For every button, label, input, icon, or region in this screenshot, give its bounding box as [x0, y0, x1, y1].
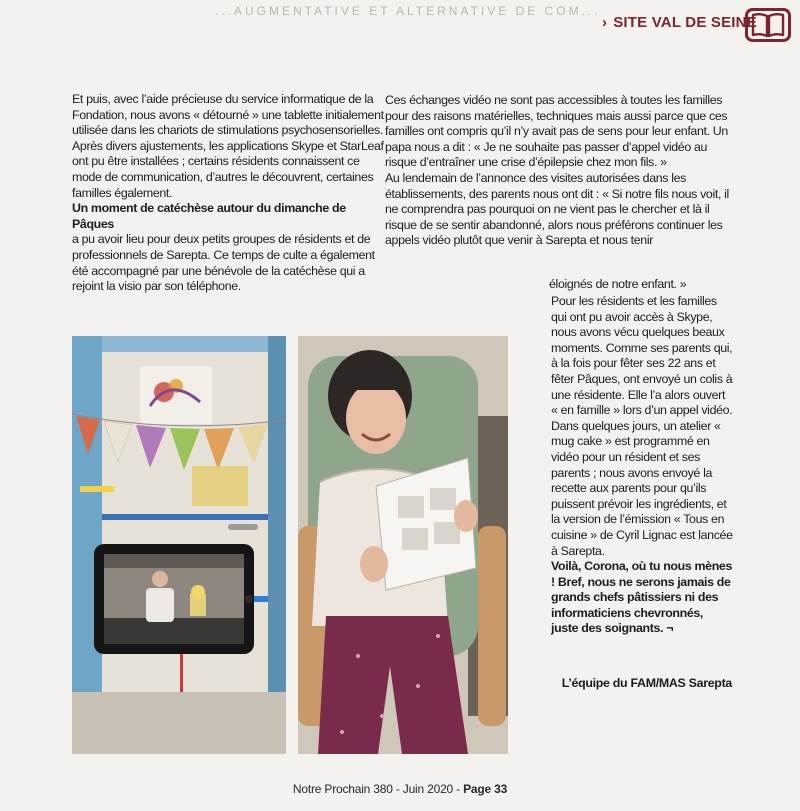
tablet-video-call-photo [72, 336, 286, 754]
paragraph: Ces échanges vidéo ne sont pas accessibles à toutes les familles pour des raisons matérielles, techniques mais aussi parce que ces familles ont compris qu’il n’y avait pas de sens pour leur enfant. Un papa nous a dit : « Je ne souhaite pas passer d’appel vidéo au risque d’entraîner une crise d’épilepsie chez mon fils. » [385, 93, 728, 170]
resident-reading-card-illustration [298, 336, 508, 754]
paragraph: a pu avoir lieu pour deux petits groupes de résidents et de professionnels de Sarepta. Ce temps de culte a également été accompagné par une bénévole de la catéchèse qui a rejoint la visio par son téléphone. [72, 232, 375, 294]
closing-text: Voilà, Corona, où tu nous mènes ! Bref, nous ne serons jamais de grands chefs pâtissiers ni des informaticiens chevronnés, juste des soignants. [551, 559, 732, 636]
paragraph [551, 559, 733, 637]
section-label [602, 14, 757, 31]
footer-publication: Notre Prochain 380 - Juin 2020 - [292, 782, 464, 796]
article-signature: L’équipe du FAM/MAS Sarepta [561, 676, 732, 690]
page-footer [0, 782, 800, 796]
page-number: Page 33 [463, 782, 508, 796]
paragraph: Pour les résidents et les familles qui ont pu avoir accès à Skype, nous avons vécu quelques beaux moments. Comme ses parents qui, à la fois pour fêter ses 22 ans et fêter Pâques, ont envoyé un colis à une résidente. Elle l’a alors ouvert « en famille » lors d’un appel vidéo. Dans quelques jours, un atelier « mug cake » est programmé en vidéo pour un résident et ses parents ; nous avons envoyé la recette aux parents pour qu’ils puissent prévoir les ingrédients, et la version de l’émission « Tous en cuisine » de Cyril Lignac est lancée à Sarepta. [551, 294, 733, 558]
tablet-video-call-illustration [72, 336, 286, 754]
paragraph: Au lendemain de l’annonce des visites autorisées dans les établissements, des parents nous ont dit : « Si notre fils nous voit, il ne comprendra pas pourquoi on ne vient pas le chercher et là il risque de se sentir abandonné, alors nous préférons continuer les appels vidéo plutôt que venir à Sarepta et nous tenir [385, 170, 729, 248]
end-mark: ¬ [666, 621, 674, 636]
paragraph-end: éloignés de notre enfant. » [549, 277, 687, 291]
left-text-column [72, 92, 384, 295]
subheading: Un moment de catéchèse autour du dimanche de Pâques [72, 201, 346, 231]
chevron-right-icon: › [602, 14, 608, 31]
resident-reading-card-photo [298, 336, 508, 754]
faded-running-header: ...AUGMENTATIVE ET ALTERNATIVE DE COM... [215, 4, 601, 18]
narrow-text-column-body [551, 294, 733, 637]
right-text-column [385, 93, 733, 249]
section-label-text: SITE VAL DE SEINE [613, 14, 757, 31]
open-book-icon [745, 8, 791, 42]
paragraph: Et puis, avec l’aide précieuse du service informatique de la Fondation, nous avons « détourné » une tablette initialement utilisée dans les chariots de stimulations psychosensorielles. Après divers ajustements, les applications Skype et StarLeaf ont pu être installées ; certains résidents connaissent ce mode de communication, d’autres le découvrent, certaines familles également. [72, 92, 384, 200]
